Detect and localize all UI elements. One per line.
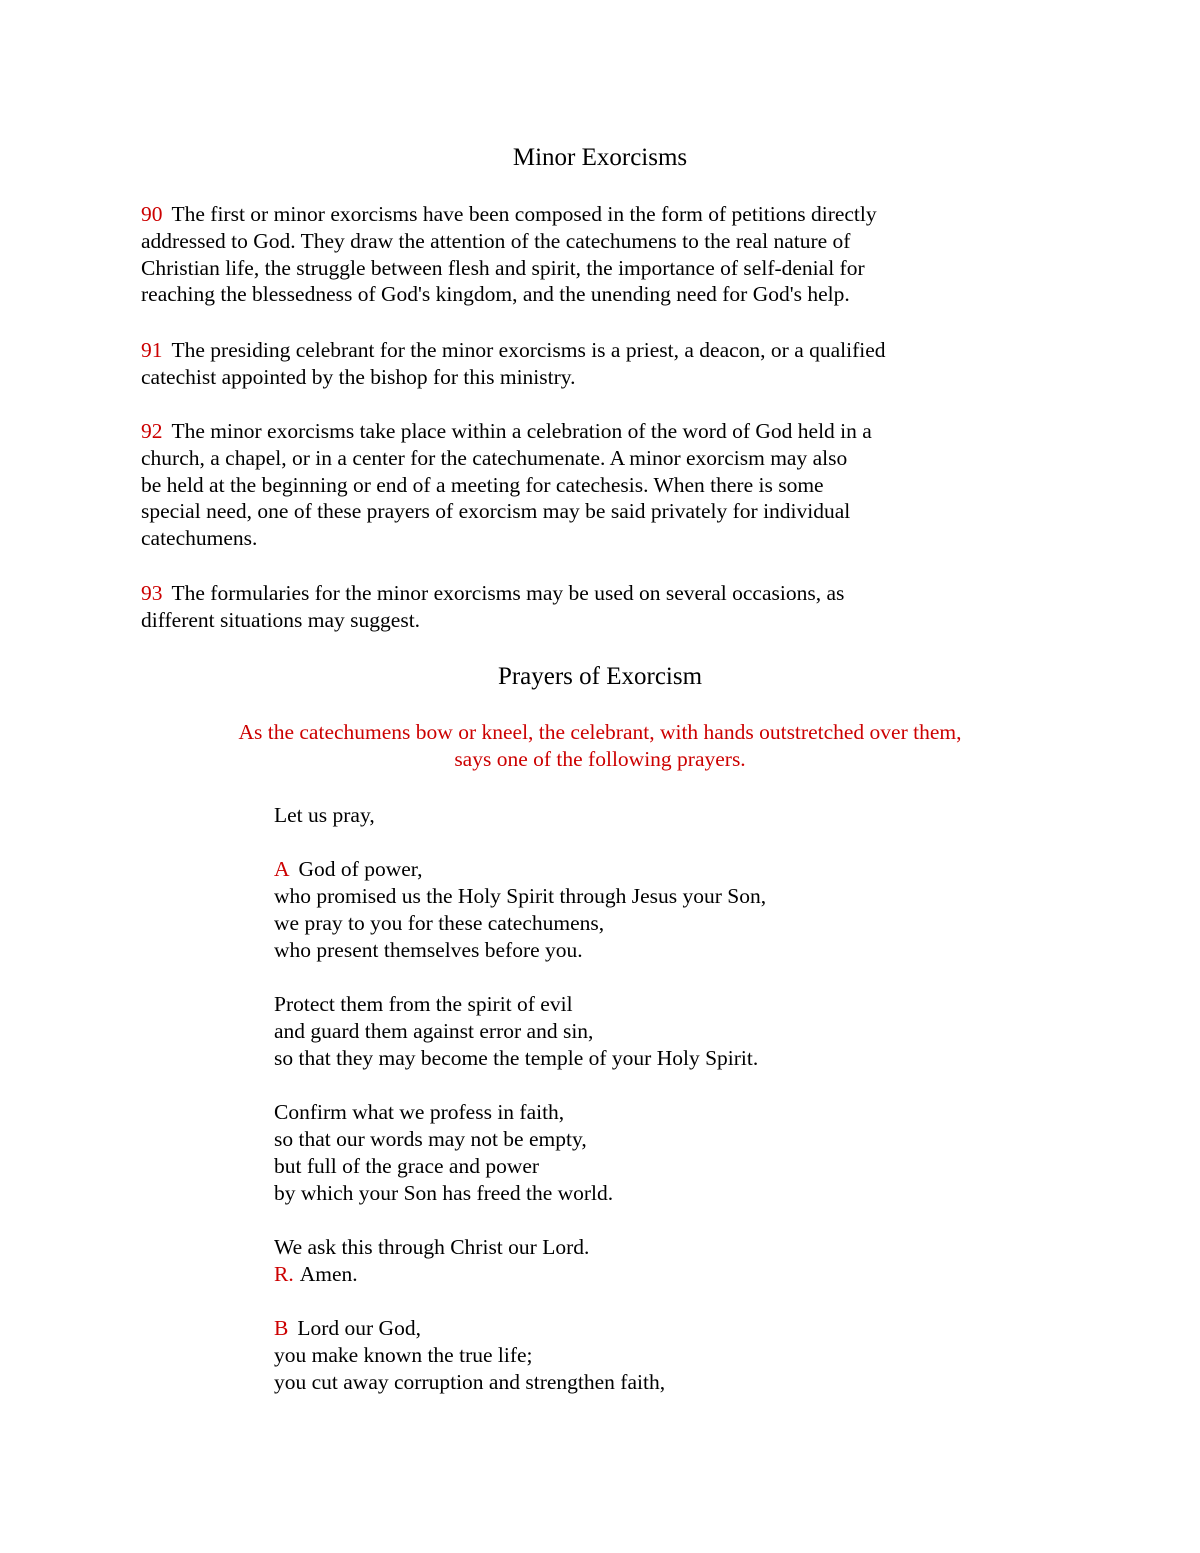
rubric-line: says one of the following prayers. xyxy=(454,746,746,771)
prayer-line: who present themselves before you. xyxy=(274,938,583,962)
prayer-line: Confirm what we profess in faith, xyxy=(274,1100,565,1124)
paragraph-number: 92 xyxy=(141,419,163,443)
paragraph-number: 90 xyxy=(141,202,163,226)
prayer-letter: B xyxy=(274,1316,289,1340)
prayer-line: you cut away corruption and strengthen faith, xyxy=(274,1370,666,1394)
prayer-a-first-line: A God of power, xyxy=(274,857,423,881)
prayer-line: who promised us the Holy Spirit through Jesus your Son, xyxy=(274,884,767,908)
paragraph-line: Christian life, the struggle between flesh and spirit, the importance of self-denial for xyxy=(141,255,865,280)
paragraph-number: 91 xyxy=(141,338,163,362)
prayer-line: by which your Son has freed the world. xyxy=(274,1181,614,1205)
page-title: Minor Exorcisms xyxy=(512,144,688,171)
invitation-line: Let us pray, xyxy=(274,803,375,827)
rubric-line: As the catechumens bow or kneel, the celebrant, with hands outstretched over them, xyxy=(238,720,962,744)
prayer-letter: A xyxy=(274,857,290,881)
paragraph-line: catechist appointed by the bishop for this ministry. xyxy=(141,364,576,389)
prayer-line: but full of the grace and power xyxy=(274,1154,540,1178)
paragraph-line: different situations may suggest. xyxy=(141,607,421,632)
prayer-line: We ask this through Christ our Lord. xyxy=(274,1235,590,1259)
paragraph-number: 93 xyxy=(141,581,163,605)
paragraph-line: be held at the beginning or end of a meeting for catechesis. When there is some xyxy=(141,472,824,497)
rubric-instruction xyxy=(0,719,1200,773)
paragraph-93 xyxy=(141,580,1071,634)
response-line: R. Amen. xyxy=(274,1262,358,1286)
paragraph-line: church, a chapel, or in a center for the catechumenate. A minor exorcism may also xyxy=(141,445,848,470)
prayer-b-first-line: B Lord our God, xyxy=(274,1316,421,1340)
prayer-line: and guard them against error and sin, xyxy=(274,1019,594,1043)
paragraph-line: special need, one of these prayers of exorcism may be said privately for individual xyxy=(141,499,851,524)
prayer-line: Protect them from the spirit of evil xyxy=(274,992,573,1016)
paragraph-line: catechumens. xyxy=(141,526,258,551)
paragraph-line: 92 The minor exorcisms take place within a celebration of the word of God held in a xyxy=(141,419,872,443)
prayer-line: you make known the true life; xyxy=(274,1343,533,1367)
paragraph-91 xyxy=(141,337,1071,391)
prayer-line: so that our words may not be empty, xyxy=(274,1127,587,1151)
section-title: Prayers of Exorcism xyxy=(497,663,703,690)
paragraph-line: reaching the blessedness of God's kingdom, and the unending need for God's help. xyxy=(141,282,850,307)
prayer-line: so that they may become the temple of your Holy Spirit. xyxy=(274,1046,759,1070)
paragraph-90 xyxy=(141,201,1071,308)
paragraph-line: 90 The first or minor exorcisms have been composed in the form of petitions directly xyxy=(141,202,877,226)
paragraph-line: addressed to God. They draw the attention of the catechumens to the real nature of xyxy=(141,228,851,253)
paragraph-line: 91 The presiding celebrant for the minor exorcisms is a priest, a deacon, or a qualified xyxy=(141,338,886,362)
prayer-line: we pray to you for these catechumens, xyxy=(274,911,605,935)
response-marker: R. xyxy=(274,1262,294,1286)
paragraph-line: 93 The formularies for the minor exorcisms may be used on several occasions, as xyxy=(141,581,845,605)
paragraph-92 xyxy=(141,418,1071,552)
